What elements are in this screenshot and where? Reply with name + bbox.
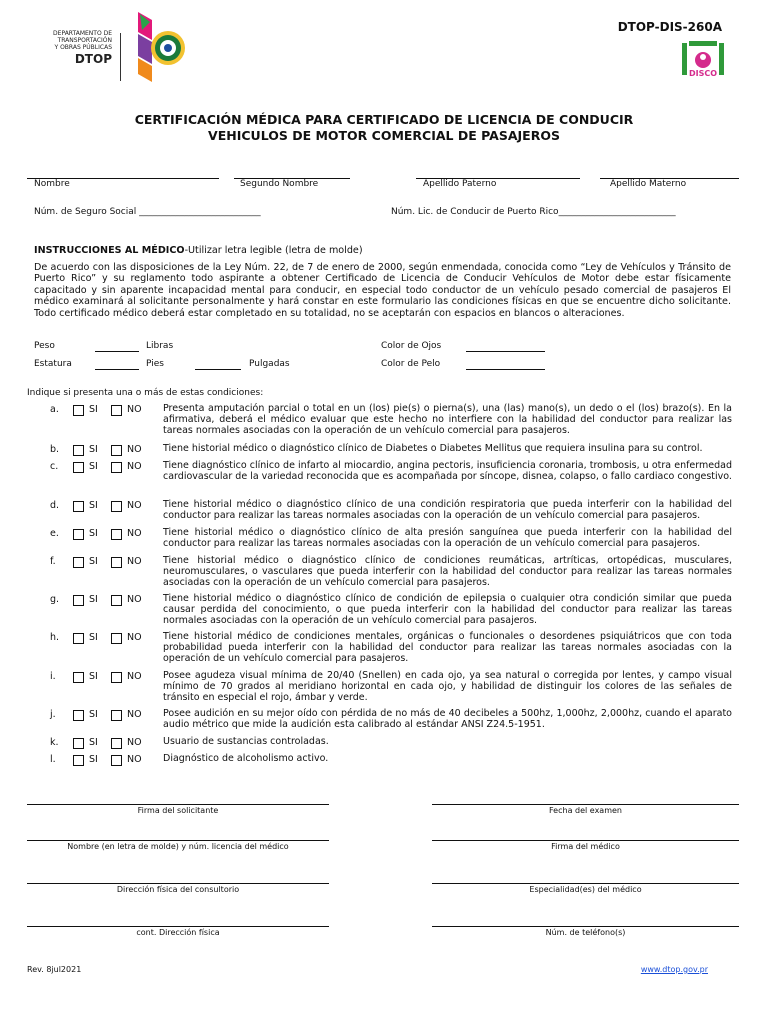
nombre-medico-line[interactable] (27, 840, 329, 841)
condition-letter: c. (50, 461, 59, 472)
instructions-title: INSTRUCCIONES AL MÉDICO (34, 245, 185, 256)
instructions-heading (34, 245, 363, 256)
condition-text: Usuario de sustancias controladas. (163, 736, 329, 747)
yes-checkbox[interactable] (73, 405, 84, 416)
yes-label: SI (89, 737, 98, 748)
color-pelo-label: Color de Pelo (381, 359, 441, 369)
apellido-paterno-label: Apellido Paterno (423, 179, 497, 189)
no-label: NO (127, 500, 142, 511)
no-checkbox[interactable] (111, 710, 122, 721)
seguro-social-field[interactable]: Núm. de Seguro Social ___________________________ (34, 207, 261, 217)
firma-medico-label: Firma del médico (551, 842, 620, 851)
condition-letter: a. (50, 404, 59, 415)
no-label: NO (127, 737, 142, 748)
yes-label: SI (89, 404, 98, 415)
yes-checkbox[interactable] (73, 501, 84, 512)
firma-solicitante-line[interactable] (27, 804, 329, 805)
especialidad-label: Especialidad(es) del médico (529, 885, 642, 894)
condition-text: Diagnóstico de alcoholismo activo. (163, 753, 329, 764)
condition-letter: l. (50, 754, 56, 765)
no-label: NO (127, 444, 142, 455)
yes-label: SI (89, 709, 98, 720)
yes-checkbox[interactable] (73, 557, 84, 568)
condition-text: Tiene historial médico o diagnóstico clínico de condiciones reumáticas, artríticas, ortopédicas, musculares, neuromusculares, o vasculares que pueda interferir con la habilidad del conductor para realizar las tareas normales asociadas con la operación de un vehículo comercial para pasajeros. (163, 555, 732, 588)
nombre-medico-label: Nombre (en letra de molde) y núm. licencia del médico (67, 842, 289, 851)
website-link[interactable]: www.dtop.gov.pr (640, 965, 708, 974)
condition-text: Tiene historial médico o diagnóstico clínico de Diabetes o Diabetes Mellitus que requiera insulina para su control. (163, 443, 703, 454)
condition-letter: g. (50, 594, 60, 605)
agency-line-2: TRANSPORTACIÓN (57, 37, 112, 44)
conditions-intro: Indique si presenta una o más de estas condiciones: (27, 388, 264, 398)
pulgadas-label: Pulgadas (249, 359, 290, 369)
title-line-2: VEHICULOS DE MOTOR COMERCIAL DE PASAJEROS (208, 128, 560, 143)
no-label: NO (127, 671, 142, 682)
no-label: NO (127, 594, 142, 605)
condition-letter: f. (50, 556, 56, 567)
condition-letter: e. (50, 528, 59, 539)
agency-line-1: DEPARTAMENTO DE (53, 30, 112, 37)
fecha-examen-line[interactable] (432, 804, 739, 805)
yes-checkbox[interactable] (73, 755, 84, 766)
yes-label: SI (89, 671, 98, 682)
no-checkbox[interactable] (111, 672, 122, 683)
yes-label: SI (89, 461, 98, 472)
disco-logo-text: DISCO (688, 69, 718, 78)
no-checkbox[interactable] (111, 557, 122, 568)
instructions-body: De acuerdo con las disposiciones de la Ley Núm. 22, de 7 de enero de 2000, según enmendada, conocida como “Ley de Vehículos y Tránsito de Puerto Rico” y su reglamento todo aspirante a obtener Certificado de Licencia de Conducir Vehículos de Motor debe estar físicamente capacitado y sin aparente incapacidad mental para conducir, en especial todo conductor de un vehículo pesado comercial de pasajeros El médico examinará al solicitante personalmente y hará constar en este formulario las condiciones físicas en que se encuentre dicho solicitante. Todo certificado médico deberá estar completado en su totalidad, no se aceptarán con espacios en blancos o alteraciones. (34, 262, 731, 319)
logo-divider (120, 33, 121, 81)
firma-solicitante-label: Firma del solicitante (137, 806, 219, 815)
peso-label: Peso (34, 341, 55, 351)
firma-medico-line[interactable] (432, 840, 739, 841)
direccion-line[interactable] (27, 883, 329, 884)
condition-letter: j. (50, 709, 56, 720)
no-label: NO (127, 556, 142, 567)
no-label: NO (127, 461, 142, 472)
color-ojos-label: Color de Ojos (381, 341, 442, 351)
no-checkbox[interactable] (111, 738, 122, 749)
no-checkbox[interactable] (111, 405, 122, 416)
no-checkbox[interactable] (111, 633, 122, 644)
yes-checkbox[interactable] (73, 445, 84, 456)
pr-seal-logo (128, 10, 190, 84)
no-checkbox[interactable] (111, 595, 122, 606)
yes-checkbox[interactable] (73, 738, 84, 749)
fecha-examen-label: Fecha del examen (549, 806, 622, 815)
estatura-pulgadas-line[interactable] (195, 369, 241, 370)
estatura-pies-line[interactable] (95, 369, 139, 370)
peso-line[interactable] (95, 351, 139, 352)
condition-letter: b. (50, 444, 60, 455)
condition-text: Tiene historial médico o diagnóstico clínico de alta presión sanguínea que pueda interferir con la habilidad del conductor para realizar las tareas normales asociadas con la operación de un vehículo comercial para pasajeros. (163, 527, 732, 549)
title-line-1: CERTIFICACIÓN MÉDICA PARA CERTIFICADO DE LICENCIA DE CONDUCIR (134, 112, 634, 127)
no-checkbox[interactable] (111, 501, 122, 512)
no-label: NO (127, 754, 142, 765)
no-label: NO (127, 709, 142, 720)
condition-text: Posee agudeza visual mínima de 20/40 (Snellen) en cada ojo, ya sea natural o corregida por lentes, y campo visual mínimo de 70 grados al meridiano horizontal en cada ojo, y habilidad de distinguir los colores de las señales de tránsito en especial el rojo, ámbar y verde. (163, 670, 732, 703)
yes-checkbox[interactable] (73, 633, 84, 644)
instructions-subtitle: -Utilizar letra legible (letra de molde) (184, 245, 363, 256)
condition-text: Tiene historial médico de condiciones mentales, orgánicas o funcionales o desordenes psiquiátricos que con toda probabilidad pueda interferir con la habilidad del conductor para realizar las tareas normales asociadas con la operación de un vehículo comercial para pasajeros. (163, 631, 732, 664)
telefono-label: Núm. de teléfono(s) (545, 928, 626, 937)
yes-checkbox[interactable] (73, 462, 84, 473)
condition-letter: h. (50, 632, 60, 643)
no-checkbox[interactable] (111, 529, 122, 540)
cont-direccion-line[interactable] (27, 926, 329, 927)
no-label: NO (127, 632, 142, 643)
segundo-nombre-label: Segundo Nombre (240, 179, 319, 189)
especialidad-line[interactable] (432, 883, 739, 884)
yes-checkbox[interactable] (73, 595, 84, 606)
condition-letter: i. (50, 671, 56, 682)
agency-name (32, 30, 112, 66)
no-label: NO (127, 528, 142, 539)
no-checkbox[interactable] (111, 462, 122, 473)
no-checkbox[interactable] (111, 755, 122, 766)
cont-direccion-label: cont. Dirección física (136, 928, 220, 937)
yes-checkbox[interactable] (73, 710, 84, 721)
yes-label: SI (89, 754, 98, 765)
disco-logo (681, 40, 725, 78)
no-checkbox[interactable] (111, 445, 122, 456)
color-pelo-line[interactable] (466, 369, 545, 370)
licencia-field[interactable]: Núm. Lic. de Conducir de Puerto Rico__________________________ (391, 207, 676, 217)
condition-letter: k. (50, 737, 59, 748)
agency-abbr: DTOP (74, 52, 112, 66)
nombre-label: Nombre (34, 179, 70, 189)
apellido-materno-label: Apellido Materno (610, 179, 687, 189)
yes-checkbox[interactable] (73, 529, 84, 540)
agency-line-3: Y OBRAS PÚBLICAS (54, 44, 112, 51)
yes-label: SI (89, 556, 98, 567)
condition-text: Tiene historial médico o diagnóstico clínico de condición de epilepsia o cualquier otra condición similar que pueda causar perdida del conocimiento, o que pueda interferir con la habilidad del conductor para realizar las tareas normales asociadas con la operación de un vehículo comercial para pasajeros. (163, 593, 732, 626)
condition-letter: d. (50, 500, 60, 511)
yes-label: SI (89, 528, 98, 539)
condition-text: Posee audición en su mejor oído con pérdida de no más de 40 decibeles a 500hz, 1,000hz, 2,000hz, cuando el aparato audio métrico que mide la audición esta calibrado al estándar ANSI Z24.5-1951. (163, 708, 732, 730)
yes-label: SI (89, 444, 98, 455)
condition-text: Presenta amputación parcial o total en un (los) pie(s) o pierna(s), una (las) mano(s), un dedo o el (los) brazo(s). En la afirmativa, deberá el médico evaluar que este hecho no interfiere con la habilidad del conductor para realizar las tareas normales asociadas con la operación de un vehículo comercial para pasajeros. (163, 403, 732, 436)
yes-label: SI (89, 632, 98, 643)
pies-label: Pies (146, 359, 164, 369)
estatura-label: Estatura (34, 359, 72, 369)
no-label: NO (127, 404, 142, 415)
direccion-label: Dirección física del consultorio (116, 885, 240, 894)
condition-text: Tiene diagnóstico clínico de infarto al miocardio, angina pectoris, insuficiencia coronaria, trombosis, u otra enfermedad cardiovascular de la variedad reconocida que es acompañada por síncope, disnea, colapso, o fallo cardiaco congestivo. (163, 460, 732, 482)
libras-label: Libras (146, 341, 174, 351)
telefono-line[interactable] (432, 926, 739, 927)
condition-text: Tiene historial médico o diagnóstico clínico de una condición respiratoria que pueda interferir con la habilidad del conductor para realizar las tareas normales asociadas con la operación de un vehículo comercial para pasajeros. (163, 499, 732, 521)
yes-label: SI (89, 594, 98, 605)
document-id: DTOP-DIS-260A (617, 20, 722, 34)
yes-label: SI (89, 500, 98, 511)
revision-label: Rev. 8jul2021 (27, 965, 82, 974)
yes-checkbox[interactable] (73, 672, 84, 683)
color-ojos-line[interactable] (466, 351, 545, 352)
